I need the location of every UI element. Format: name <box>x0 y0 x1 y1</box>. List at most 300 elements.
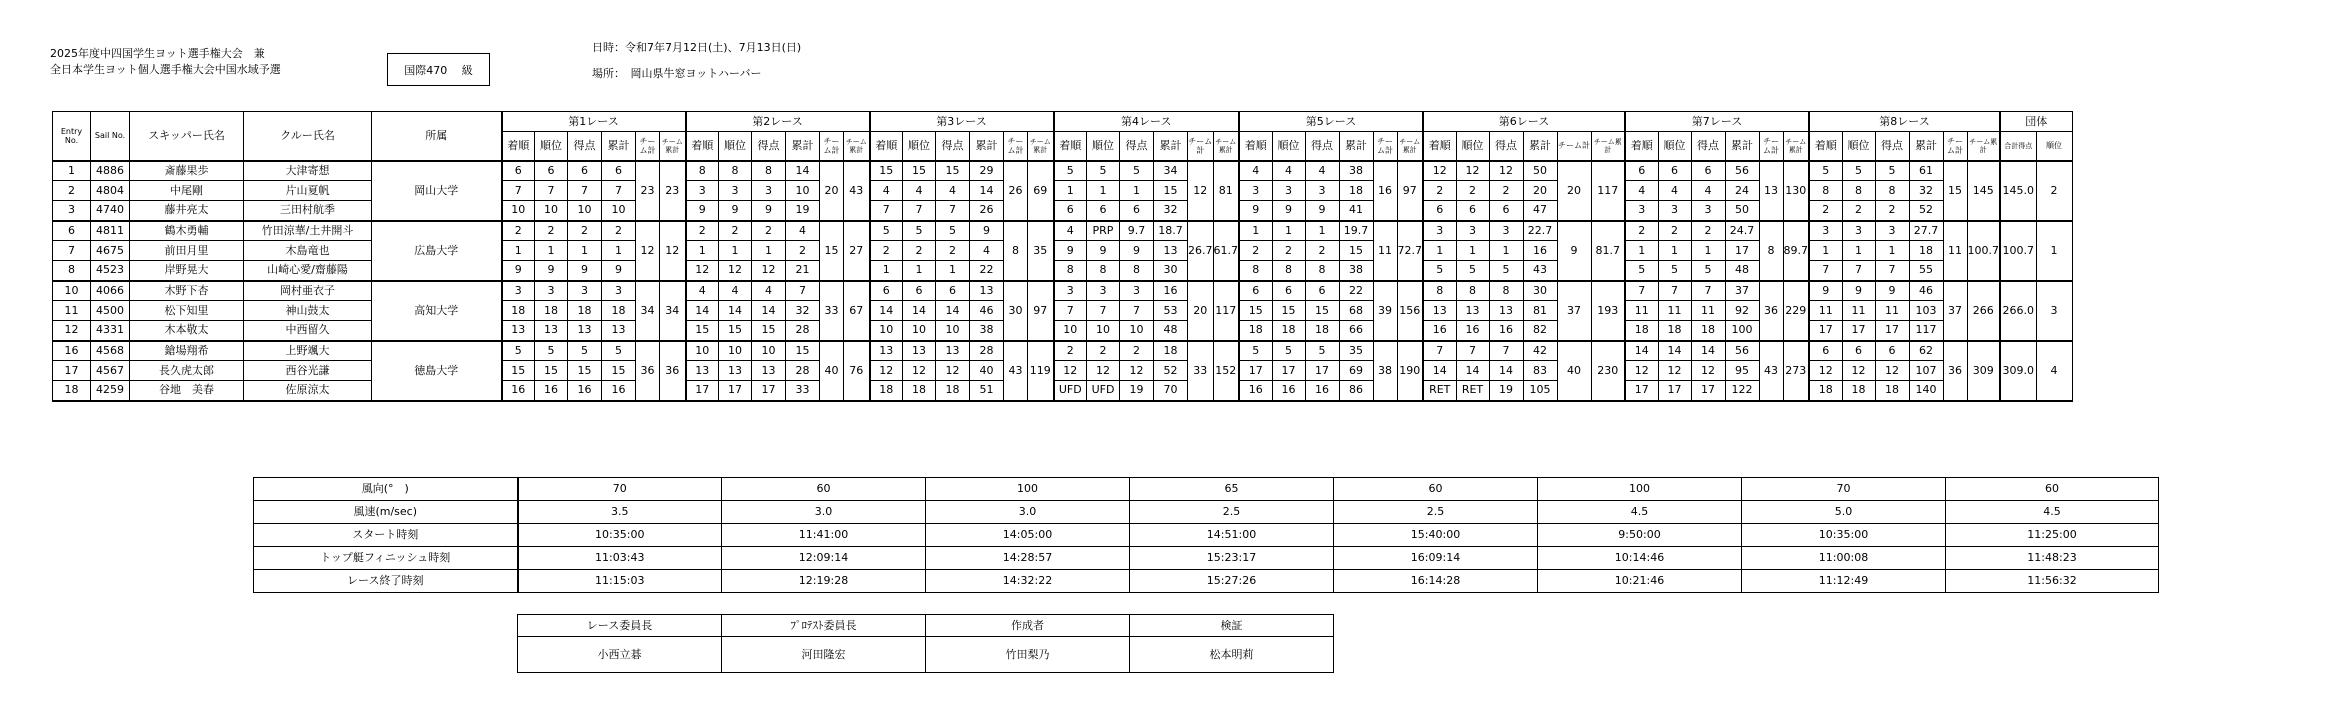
race-score: 13 <box>936 341 970 361</box>
race-score: 6 <box>1305 281 1339 301</box>
finish: 3 <box>1054 281 1087 301</box>
race-rank: 18 <box>535 301 568 321</box>
race-rank: 17 <box>1658 381 1691 401</box>
finish: 8 <box>686 161 719 181</box>
race-rank: 12 <box>1658 361 1691 381</box>
condition-value: 11:03:43 <box>518 547 722 570</box>
team-total: 11 <box>1943 221 1967 281</box>
race-rank: 15 <box>903 161 936 181</box>
crew-name: 上野颯大 <box>244 341 372 361</box>
cumulative: 18 <box>1909 241 1943 261</box>
team-rank: 1 <box>2036 221 2072 281</box>
team-total: 15 <box>820 221 844 281</box>
race-rank: 16 <box>1272 381 1305 401</box>
race-score: 7 <box>936 201 970 221</box>
affiliation: 岡山大学 <box>372 161 502 221</box>
race-score: 2 <box>568 221 602 241</box>
race-score: 8 <box>1489 281 1523 301</box>
condition-value: 11:48:23 <box>1946 547 2159 570</box>
condition-label: レース終了時刻 <box>254 570 518 593</box>
cumulative: 52 <box>1909 201 1943 221</box>
race-rank: 5 <box>1272 341 1305 361</box>
cum-header: 累計 <box>970 132 1004 161</box>
race-rank: 4 <box>903 181 936 201</box>
team-total: 20 <box>1557 161 1591 221</box>
race-score: 9 <box>1120 241 1154 261</box>
finish: 6 <box>1809 341 1842 361</box>
cumulative: 19 <box>786 201 820 221</box>
finish: 1 <box>686 241 719 261</box>
race-score: 5 <box>936 221 970 241</box>
race-score: 18 <box>1305 321 1339 341</box>
finish: 4 <box>1054 221 1087 241</box>
sail-no: 4675 <box>91 241 130 261</box>
cumulative: 35 <box>1339 341 1373 361</box>
race-rank: 1 <box>535 241 568 261</box>
cumulative: 38 <box>970 321 1004 341</box>
cumulative: 7 <box>786 281 820 301</box>
race-score: 18 <box>936 381 970 401</box>
condition-label: 風速(m/sec) <box>254 501 518 524</box>
race-rank: 14 <box>903 301 936 321</box>
rank-header: 順位 <box>1658 132 1691 161</box>
cumulative: 117 <box>1909 321 1943 341</box>
race-rank: 2 <box>1272 241 1305 261</box>
cumulative: 103 <box>1909 301 1943 321</box>
finish: 18 <box>1809 381 1842 401</box>
team-total: 40 <box>820 341 844 401</box>
cumulative: 38 <box>1339 161 1373 181</box>
team-total: 37 <box>1557 281 1591 341</box>
crew-name: 大津寄想 <box>244 161 372 181</box>
cumulative: 30 <box>1523 281 1557 301</box>
affiliation: 高知大学 <box>372 281 502 341</box>
team-cumulative: 12 <box>660 221 686 281</box>
race-score: 17 <box>752 381 786 401</box>
table-row <box>53 221 2073 241</box>
skipper-name: 鶴木勇輔 <box>130 221 244 241</box>
condition-value: 11:56:32 <box>1946 570 2159 593</box>
race-score: 18 <box>1691 321 1725 341</box>
race-rank: 6 <box>1272 281 1305 301</box>
race-rank: 2 <box>1658 221 1691 241</box>
crew-name: 竹田涼華/土井開斗 <box>244 221 372 241</box>
race-score: 16 <box>1489 321 1523 341</box>
table-row <box>53 341 2073 361</box>
finish: 15 <box>686 321 719 341</box>
race-rank: 16 <box>1456 321 1489 341</box>
team-cumulative: 76 <box>844 341 870 401</box>
race-score: 1 <box>1120 181 1154 201</box>
team-total: 8 <box>1759 221 1783 281</box>
team-total: 16 <box>1373 161 1397 221</box>
race-score: 10 <box>752 341 786 361</box>
condition-value: 10:21:46 <box>1538 570 1742 593</box>
race-rank: 11 <box>1658 301 1691 321</box>
score-header: 得点 <box>1875 132 1909 161</box>
race-score: 17 <box>1305 361 1339 381</box>
race-score: 12 <box>752 261 786 281</box>
race-score: 1 <box>568 241 602 261</box>
condition-value: 14:05:00 <box>926 524 1130 547</box>
race-score: 14 <box>1489 361 1523 381</box>
race-rank: 5 <box>1456 261 1489 281</box>
finish: 7 <box>870 201 903 221</box>
race-score: 17 <box>1875 321 1909 341</box>
finish: 10 <box>870 321 903 341</box>
condition-value: 11:00:08 <box>1742 547 1946 570</box>
finish: 6 <box>1625 161 1658 181</box>
skipper-name: 前田月里 <box>130 241 244 261</box>
finish: 18 <box>1625 321 1658 341</box>
race-rank: 2 <box>1087 341 1120 361</box>
finish: 15 <box>502 361 535 381</box>
race-score: 4 <box>936 181 970 201</box>
cum-header: 累計 <box>1154 132 1188 161</box>
condition-value: 65 <box>1130 478 1334 501</box>
race-rank: 3 <box>1842 221 1875 241</box>
condition-row <box>254 478 2159 501</box>
race-rank: 8 <box>1456 281 1489 301</box>
team-total: 11 <box>1373 221 1397 281</box>
race-rank: 9 <box>1842 281 1875 301</box>
race-rank: 8 <box>1842 181 1875 201</box>
score-header: 得点 <box>1305 132 1339 161</box>
condition-value: 11:25:00 <box>1946 524 2159 547</box>
race-score: 1 <box>1691 241 1725 261</box>
score-header: 得点 <box>752 132 786 161</box>
entry-header: Entry No. <box>53 112 91 161</box>
race-rank: 4 <box>1272 161 1305 181</box>
finish: 2 <box>1423 181 1456 201</box>
finish: 8 <box>1054 261 1087 281</box>
race-score: 11 <box>1691 301 1725 321</box>
condition-value: 11:41:00 <box>722 524 926 547</box>
finish: 1 <box>1239 221 1272 241</box>
finish: 5 <box>1625 261 1658 281</box>
cumulative: 62 <box>1909 341 1943 361</box>
cumulative: 22 <box>970 261 1004 281</box>
score-header: 得点 <box>1691 132 1725 161</box>
entry-no: 1 <box>53 161 91 181</box>
race-score: 8 <box>1120 261 1154 281</box>
skipper-name: 鎗場翔希 <box>130 341 244 361</box>
rank-header: 順位 <box>535 132 568 161</box>
finish: 2 <box>686 221 719 241</box>
team-total: 12 <box>636 221 660 281</box>
team-total: 8 <box>1004 221 1028 281</box>
cumulative: 70 <box>1154 381 1188 401</box>
finish: 2 <box>870 241 903 261</box>
entry-no: 11 <box>53 301 91 321</box>
team-cumulative: 100.7 <box>1967 221 2000 281</box>
team-cum-header: チーム累計 <box>1967 132 2000 161</box>
finish-header: 着順 <box>1054 132 1087 161</box>
crew-name: 片山夏帆 <box>244 181 372 201</box>
finish: 1 <box>1423 241 1456 261</box>
race-score: 8 <box>1305 261 1339 281</box>
signature-table <box>517 614 1334 673</box>
table-row <box>53 161 2073 181</box>
cumulative: 15 <box>602 361 636 381</box>
finish: 5 <box>1054 161 1087 181</box>
race-rank: 1 <box>1842 241 1875 261</box>
team-cum-header: チーム累計 <box>1397 132 1423 161</box>
race-rank: 1 <box>1456 241 1489 261</box>
team-cumulative: 89.7 <box>1783 221 1809 281</box>
race-rank: 3 <box>1087 281 1120 301</box>
team-total: 39 <box>1373 281 1397 341</box>
total-score-header: 合計得点 <box>2000 132 2036 161</box>
team-header: 団体 <box>2000 112 2072 132</box>
table-row <box>53 281 2073 301</box>
race-rank: 5 <box>903 221 936 241</box>
cumulative: 10 <box>602 201 636 221</box>
team-total: 33 <box>1188 341 1214 401</box>
race-rank: 10 <box>535 201 568 221</box>
race-score: 4 <box>1305 161 1339 181</box>
race-rank: 7 <box>1842 261 1875 281</box>
race-rank: 16 <box>535 381 568 401</box>
finish: 5 <box>1239 341 1272 361</box>
race-rank: 4 <box>1658 181 1691 201</box>
cumulative: 24 <box>1725 181 1759 201</box>
race-rank: 7 <box>1658 281 1691 301</box>
team-cumulative: 117 <box>1213 281 1239 341</box>
cumulative: 28 <box>786 321 820 341</box>
finish: 11 <box>1625 301 1658 321</box>
finish: 3 <box>1625 201 1658 221</box>
race-score: 2 <box>752 221 786 241</box>
sail-no: 4066 <box>91 281 130 301</box>
finish: 6 <box>870 281 903 301</box>
race-score: 3 <box>1875 221 1909 241</box>
signature-role: レース委員長 <box>518 615 722 637</box>
cumulative: 95 <box>1725 361 1759 381</box>
crew-header: クルー氏名 <box>244 112 372 161</box>
team-total: 30 <box>1004 281 1028 341</box>
race-score: 6 <box>1489 201 1523 221</box>
race-rank: 13 <box>719 361 752 381</box>
race-header: 第7レース <box>1625 112 1809 132</box>
cumulative: 18 <box>602 301 636 321</box>
finish: 16 <box>1239 381 1272 401</box>
race-rank: 15 <box>1272 301 1305 321</box>
race-header: 第8レース <box>1809 112 2000 132</box>
skipper-name: 斎藤果歩 <box>130 161 244 181</box>
condition-value: 5.0 <box>1742 501 1946 524</box>
crew-name: 木島竜也 <box>244 241 372 261</box>
finish: 18 <box>870 381 903 401</box>
cumulative: 32 <box>1909 181 1943 201</box>
score-header: 得点 <box>1489 132 1523 161</box>
race-score: 1 <box>752 241 786 261</box>
finish: 7 <box>1809 261 1842 281</box>
race-rank: 11 <box>1842 301 1875 321</box>
condition-value: 12:09:14 <box>722 547 926 570</box>
finish: RET <box>1423 381 1456 401</box>
finish: 5 <box>870 221 903 241</box>
team-cumulative: 27 <box>844 221 870 281</box>
sail-no: 4331 <box>91 321 130 341</box>
finish: 2 <box>1239 241 1272 261</box>
race-rank: 12 <box>1842 361 1875 381</box>
finish: 10 <box>502 201 535 221</box>
rank-header: 順位 <box>1456 132 1489 161</box>
race-score: 14 <box>752 301 786 321</box>
cumulative: 4 <box>970 241 1004 261</box>
finish: 14 <box>1625 341 1658 361</box>
team-total-score: 309.0 <box>2000 341 2036 401</box>
entry-no: 2 <box>53 181 91 201</box>
condition-value: 11:12:49 <box>1742 570 1946 593</box>
team-rank: 2 <box>2036 161 2072 221</box>
team-total: 36 <box>636 341 660 401</box>
cumulative: 40 <box>970 361 1004 381</box>
team-total: 20 <box>1188 281 1214 341</box>
skipper-name: 中尾剛 <box>130 181 244 201</box>
finish: 14 <box>870 301 903 321</box>
finish: UFD <box>1054 381 1087 401</box>
title-line-2: 全日本学生ヨット個人選手権大会中国水域予選 <box>50 63 281 76</box>
race-score: 3 <box>1120 281 1154 301</box>
entry-no: 7 <box>53 241 91 261</box>
sail-no: 4811 <box>91 221 130 241</box>
race-rank: 3 <box>535 281 568 301</box>
finish: 7 <box>1054 301 1087 321</box>
team-cum-header: チーム累計 <box>660 132 686 161</box>
race-score: 18 <box>568 301 602 321</box>
sail-no: 4804 <box>91 181 130 201</box>
team-total-score: 100.7 <box>2000 221 2036 281</box>
cumulative: 68 <box>1339 301 1373 321</box>
race-score: 13 <box>568 321 602 341</box>
finish: 12 <box>1423 161 1456 181</box>
finish: 4 <box>1239 161 1272 181</box>
cumulative: 20 <box>1523 181 1557 201</box>
score-header: 得点 <box>568 132 602 161</box>
race-score: 6 <box>1120 201 1154 221</box>
finish: 13 <box>686 361 719 381</box>
team-total-header: チーム計 <box>1373 132 1397 161</box>
race-rank: 6 <box>1087 201 1120 221</box>
race-rank: 2 <box>719 221 752 241</box>
race-rank: 14 <box>1658 341 1691 361</box>
cumulative: 2 <box>602 221 636 241</box>
finish: 4 <box>1625 181 1658 201</box>
cumulative: 47 <box>1523 201 1557 221</box>
team-total-header: チーム計 <box>1759 132 1783 161</box>
race-rank: 8 <box>719 161 752 181</box>
condition-row <box>254 524 2159 547</box>
cumulative: 9 <box>602 261 636 281</box>
race-score: 3 <box>1489 221 1523 241</box>
conditions-table <box>253 477 2159 593</box>
signature-name: 竹田梨乃 <box>926 637 1130 673</box>
skipper-name: 木野下杏 <box>130 281 244 301</box>
race-score: 3 <box>752 181 786 201</box>
cumulative: 16 <box>1523 241 1557 261</box>
team-cumulative: 273 <box>1783 341 1809 401</box>
team-total-header: チーム計 <box>820 132 844 161</box>
race-header: 第6レース <box>1423 112 1625 132</box>
condition-value: 15:23:17 <box>1130 547 1334 570</box>
cumulative: 13 <box>602 321 636 341</box>
cumulative: 66 <box>1339 321 1373 341</box>
race-score: 15 <box>752 321 786 341</box>
cumulative: 32 <box>786 301 820 321</box>
team-cumulative: 145 <box>1967 161 2000 221</box>
sail-no: 4568 <box>91 341 130 361</box>
race-score: 8 <box>752 161 786 181</box>
affiliation-header: 所属 <box>372 112 502 161</box>
finish: 6 <box>1239 281 1272 301</box>
cumulative: 13 <box>1154 241 1188 261</box>
race-score: 4 <box>1691 181 1725 201</box>
condition-value: 14:51:00 <box>1130 524 1334 547</box>
finish: 12 <box>870 361 903 381</box>
condition-value: 14:28:57 <box>926 547 1130 570</box>
race-rank: 2 <box>903 241 936 261</box>
finish: 2 <box>502 221 535 241</box>
finish-header: 着順 <box>870 132 903 161</box>
team-cum-header: チーム累計 <box>1591 132 1625 161</box>
cumulative: 50 <box>1725 201 1759 221</box>
cumulative: 56 <box>1725 161 1759 181</box>
finish: 12 <box>686 261 719 281</box>
condition-row <box>254 570 2159 593</box>
cumulative: 18 <box>1339 181 1373 201</box>
entry-no: 12 <box>53 321 91 341</box>
team-total: 12 <box>1188 161 1214 221</box>
skipper-name: 藤井亮太 <box>130 201 244 221</box>
signature-role: 検証 <box>1130 615 1334 637</box>
race-rank: 12 <box>719 261 752 281</box>
race-rank: 7 <box>903 201 936 221</box>
finish: 1 <box>1625 241 1658 261</box>
team-total: 37 <box>1943 281 1967 341</box>
team-total-header: チーム計 <box>636 132 660 161</box>
team-cumulative: 67 <box>844 281 870 341</box>
cumulative: 26 <box>970 201 1004 221</box>
team-total: 9 <box>1557 221 1591 281</box>
cumulative: 48 <box>1725 261 1759 281</box>
cumulative: 4 <box>786 221 820 241</box>
finish: 15 <box>870 161 903 181</box>
race-rank: 13 <box>535 321 568 341</box>
race-rank: 18 <box>903 381 936 401</box>
finish: 5 <box>502 341 535 361</box>
team-rank-header: 順位 <box>2036 132 2072 161</box>
signature-role: ﾌﾟﾛﾃｽﾄ委員長 <box>722 615 926 637</box>
race-rank: 6 <box>1658 161 1691 181</box>
entry-no: 3 <box>53 201 91 221</box>
team-total: 40 <box>1557 341 1591 401</box>
cum-header: 累計 <box>1523 132 1557 161</box>
finish: 13 <box>502 321 535 341</box>
race-score: 1 <box>1305 221 1339 241</box>
cumulative: 42 <box>1523 341 1557 361</box>
race-rank: 6 <box>903 281 936 301</box>
team-cum-header: チーム累計 <box>844 132 870 161</box>
condition-value: 100 <box>926 478 1130 501</box>
team-cumulative: 230 <box>1591 341 1625 401</box>
finish: 17 <box>1625 381 1658 401</box>
cumulative: 7 <box>602 181 636 201</box>
team-cumulative: 117 <box>1591 161 1625 221</box>
race-score: 6 <box>1691 161 1725 181</box>
team-cumulative: 130 <box>1783 161 1809 221</box>
